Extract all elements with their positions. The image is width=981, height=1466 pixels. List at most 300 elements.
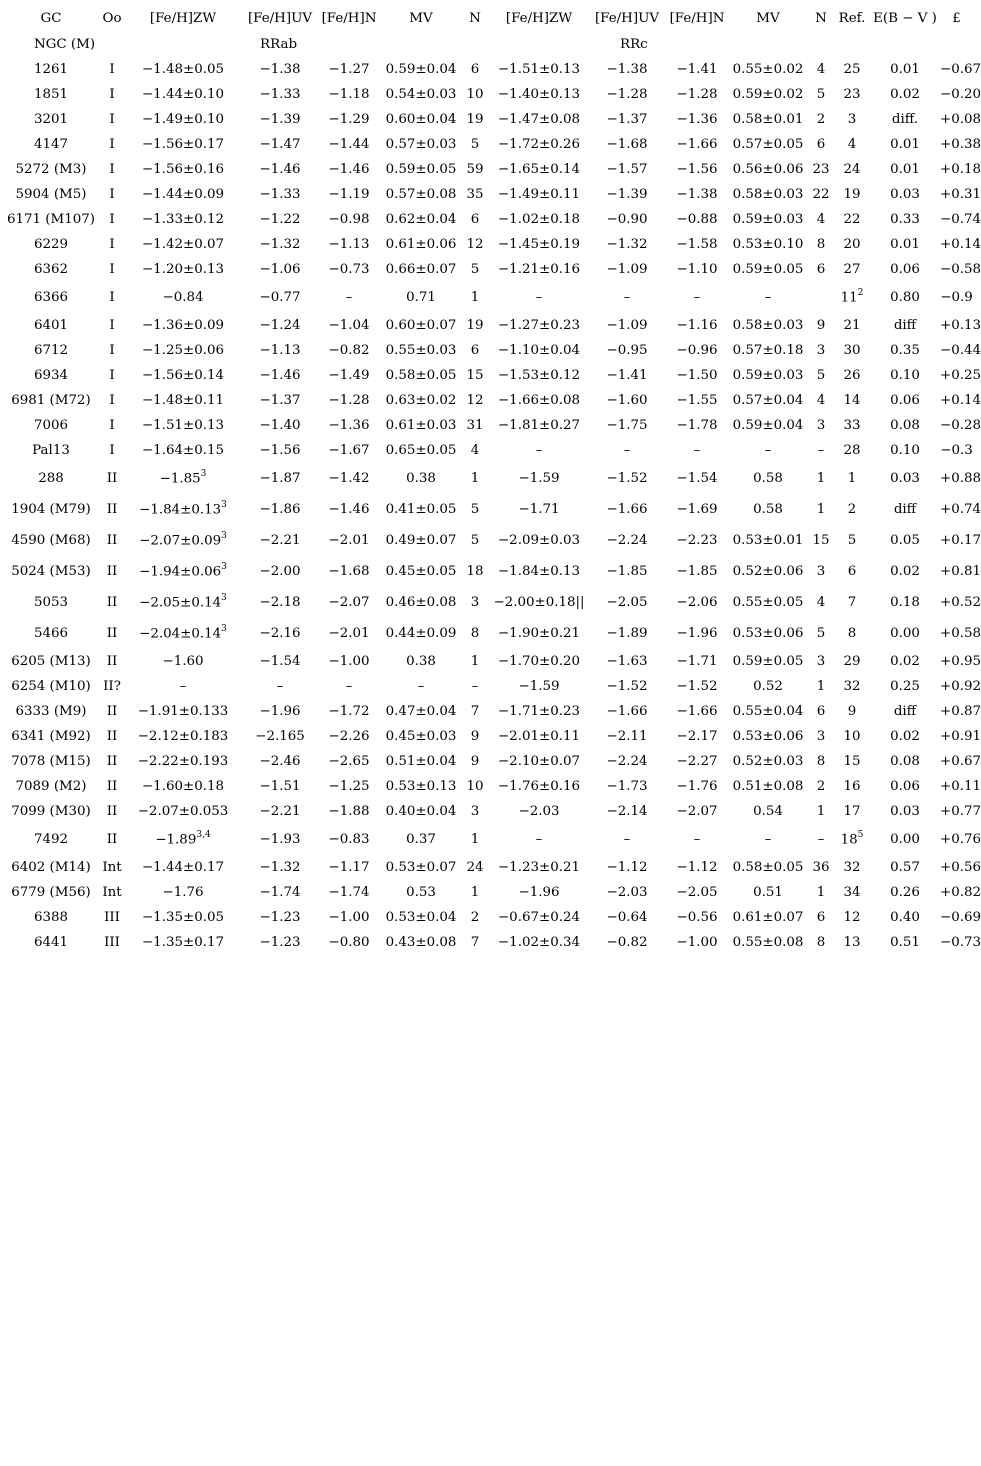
cell-rrc-n bbox=[808, 855, 834, 880]
cell-value: −1.32 bbox=[606, 237, 648, 252]
cell-rrc-feh-uv bbox=[588, 674, 666, 699]
cell-rrab-feh-zw bbox=[122, 57, 244, 82]
cell-value: 7006 bbox=[33, 418, 69, 433]
cell-rrc-n bbox=[808, 799, 834, 824]
cell-rrab-n bbox=[460, 282, 490, 313]
cell-rrab-feh-uv bbox=[244, 855, 316, 880]
cell-rrc-mv bbox=[728, 338, 808, 363]
cell-value: 35 bbox=[466, 187, 484, 202]
cell-value: −1.76 bbox=[162, 885, 204, 900]
cell-pound bbox=[940, 338, 981, 363]
table-row bbox=[0, 182, 973, 207]
cell-rrc-feh-uv bbox=[588, 799, 666, 824]
cell-rrab-feh-zw bbox=[122, 880, 244, 905]
cell-gc bbox=[0, 182, 102, 207]
cell-value: 0.58±0.03 bbox=[732, 318, 804, 333]
cell-value: 13 bbox=[843, 935, 861, 950]
cell-value: 19 bbox=[466, 112, 484, 127]
cell-pound bbox=[940, 132, 981, 157]
cell-value: −1.06 bbox=[259, 262, 301, 277]
cell-rrab-feh-zw bbox=[122, 132, 244, 157]
cell-value: −0.74 bbox=[940, 212, 981, 227]
cell-value: – bbox=[764, 290, 772, 305]
cell-value: – bbox=[345, 290, 353, 305]
cell-pound bbox=[940, 182, 981, 207]
cell-value: −1.45±0.19 bbox=[497, 237, 581, 252]
cell-value: 0.60±0.04 bbox=[385, 112, 457, 127]
cell-value: −1.36 bbox=[676, 112, 718, 127]
cell-rrab-mv bbox=[382, 157, 460, 182]
cell-value: 3 bbox=[816, 729, 826, 744]
cell-rrab-n bbox=[460, 132, 490, 157]
cell-rrab-feh-n bbox=[316, 799, 382, 824]
cell-value: −0.77 bbox=[259, 290, 301, 305]
cell-value: −1.44±0.09 bbox=[141, 187, 225, 202]
cell-value: 12 bbox=[466, 237, 484, 252]
table-row bbox=[0, 257, 973, 282]
cell-value: 0.57±0.05 bbox=[732, 137, 804, 152]
cell-value: – bbox=[471, 679, 479, 694]
cell-value: 0.59±0.03 bbox=[732, 368, 804, 383]
cell-rrc-mv bbox=[728, 674, 808, 699]
cell-value: II bbox=[106, 564, 118, 579]
table-row bbox=[0, 880, 973, 905]
cell-value: 0.01 bbox=[890, 237, 920, 252]
cell-rrab-feh-uv bbox=[244, 699, 316, 724]
cell-rrc-feh-uv bbox=[588, 82, 666, 107]
cell-value: +0.25 bbox=[940, 368, 981, 383]
cell-rrab-feh-zw bbox=[122, 388, 244, 413]
table-row bbox=[0, 107, 973, 132]
cell-value: II bbox=[106, 471, 118, 486]
cell-value: +0.81 bbox=[940, 564, 981, 579]
cell-rrc-mv bbox=[728, 57, 808, 82]
cell-value: 0.01 bbox=[890, 62, 920, 77]
cell-rrc-feh-zw bbox=[490, 413, 588, 438]
cell-value: 23 bbox=[843, 87, 861, 102]
cell-value: II? bbox=[103, 679, 121, 694]
cell-oo bbox=[102, 724, 122, 749]
cell-ebv bbox=[870, 799, 940, 824]
cell-value: 2 bbox=[816, 779, 826, 794]
cell-value: −0.90 bbox=[606, 212, 648, 227]
cell-rrc-feh-uv bbox=[588, 556, 666, 587]
cell-value: 5 bbox=[816, 368, 826, 383]
cell-value: 0.08 bbox=[890, 418, 920, 433]
cell-rrab-mv bbox=[382, 338, 460, 363]
cell-value: 0.60±0.07 bbox=[385, 318, 457, 333]
cell-rrab-feh-zw bbox=[122, 649, 244, 674]
cell-rrab-mv bbox=[382, 282, 460, 313]
cell-oo bbox=[102, 363, 122, 388]
cell-value: −2.21 bbox=[259, 804, 301, 819]
cell-value: −1.35±0.05 bbox=[141, 910, 225, 925]
cell-value: −1.13 bbox=[259, 343, 301, 358]
cell-value: −1.21±0.16 bbox=[497, 262, 581, 277]
cell-gc bbox=[0, 724, 102, 749]
cell-pound bbox=[940, 905, 981, 930]
cell-value: −1.81±0.27 bbox=[497, 418, 581, 433]
cell-value: −1.51 bbox=[259, 779, 301, 794]
cell-value: −2.04±0.14 bbox=[139, 626, 222, 642]
col-header-rrc-feh-zw: [Fe/H]ZW bbox=[505, 10, 573, 26]
cell-rrc-n bbox=[808, 207, 834, 232]
cell-rrc-feh-n bbox=[666, 257, 728, 282]
table-row bbox=[0, 157, 973, 182]
cell-rrab-feh-uv bbox=[244, 338, 316, 363]
cell-value: 8 bbox=[816, 754, 826, 769]
cell-oo bbox=[102, 313, 122, 338]
cell-value: – bbox=[693, 443, 701, 458]
cell-rrc-feh-zw bbox=[490, 525, 588, 556]
cell-value: 0.46±0.08 bbox=[385, 595, 457, 610]
cell-value: 0.62±0.04 bbox=[385, 212, 457, 227]
cell-value: +0.88 bbox=[940, 471, 981, 486]
cell-value: −1.72±0.26 bbox=[497, 137, 581, 152]
cell-rrc-feh-n bbox=[666, 556, 728, 587]
cell-value: 1 bbox=[470, 832, 480, 847]
cell-value: 0.53±0.01 bbox=[732, 533, 804, 548]
cell-rrc-feh-n bbox=[666, 232, 728, 257]
cell-rrab-feh-n bbox=[316, 649, 382, 674]
cell-rrc-mv bbox=[728, 438, 808, 463]
table-row bbox=[0, 618, 973, 649]
cell-rrab-feh-uv bbox=[244, 388, 316, 413]
cell-value: 1 bbox=[816, 804, 826, 819]
cell-value: 0.65±0.05 bbox=[385, 443, 457, 458]
cell-value: −1.59 bbox=[518, 471, 560, 486]
cell-rrc-feh-uv bbox=[588, 338, 666, 363]
cell-value: +0.52 bbox=[940, 595, 981, 610]
cell-gc bbox=[0, 107, 102, 132]
cell-value: 8 bbox=[470, 626, 480, 641]
cell-pound bbox=[940, 413, 981, 438]
cell-ebv bbox=[870, 587, 940, 618]
cell-pound bbox=[940, 618, 981, 649]
cell-rrc-feh-n bbox=[666, 363, 728, 388]
cell-value: −1.49 bbox=[328, 368, 370, 383]
cell-rrab-mv bbox=[382, 438, 460, 463]
cell-value: −1.39 bbox=[259, 112, 301, 127]
cell-value: 0.58±0.05 bbox=[732, 860, 804, 875]
cell-value: −1.85 bbox=[676, 564, 718, 579]
cell-ebv bbox=[870, 157, 940, 182]
cell-pound bbox=[940, 463, 981, 494]
cell-value: I bbox=[109, 137, 115, 152]
cell-ebv bbox=[870, 182, 940, 207]
cell-rrab-n bbox=[460, 82, 490, 107]
cell-rrc-mv bbox=[728, 207, 808, 232]
cell-value: −1.22 bbox=[259, 212, 301, 227]
cell-value: −1.52 bbox=[676, 679, 718, 694]
cell-oo bbox=[102, 799, 122, 824]
cell-rrc-n bbox=[808, 157, 834, 182]
cell-value: −1.37 bbox=[259, 393, 301, 408]
table-row bbox=[0, 674, 973, 699]
col-header-rrab-mv: MV bbox=[409, 10, 433, 26]
cell-rrab-feh-zw bbox=[122, 363, 244, 388]
cell-rrc-feh-uv bbox=[588, 132, 666, 157]
table-row bbox=[0, 855, 973, 880]
cell-rrc-n bbox=[808, 107, 834, 132]
cell-gc bbox=[0, 699, 102, 724]
cell-rrc-feh-zw bbox=[490, 799, 588, 824]
cell-value: 0.44±0.09 bbox=[385, 626, 457, 641]
cell-value: I bbox=[109, 368, 115, 383]
cell-gc bbox=[0, 282, 102, 313]
cell-value: −1.46 bbox=[328, 162, 370, 177]
cell-value: diff bbox=[893, 704, 917, 719]
cell-oo bbox=[102, 282, 122, 313]
col-header-rrc-feh-uv: [Fe/H]UV bbox=[594, 10, 660, 26]
cell-value: II bbox=[106, 654, 118, 669]
footnote-marker: 3,4 bbox=[196, 830, 211, 841]
cell-value: 3 bbox=[816, 564, 826, 579]
cell-rrc-feh-uv bbox=[588, 463, 666, 494]
cell-value: +0.56 bbox=[940, 860, 981, 875]
cell-value: −1.00 bbox=[676, 935, 718, 950]
cell-rrc-feh-zw bbox=[490, 494, 588, 525]
cell-value: −0.83 bbox=[328, 832, 370, 847]
cell-rrc-n bbox=[808, 556, 834, 587]
cell-rrc-feh-zw bbox=[490, 207, 588, 232]
cell-ebv bbox=[870, 855, 940, 880]
cell-value: −2.24 bbox=[606, 754, 648, 769]
cell-value: 6779 (M56) bbox=[11, 885, 91, 900]
cell-value: 9 bbox=[816, 318, 826, 333]
cell-value: I bbox=[109, 418, 115, 433]
cell-value: I bbox=[109, 62, 115, 77]
cell-rrab-feh-n bbox=[316, 699, 382, 724]
cell-value: – bbox=[535, 443, 543, 458]
cell-value: −1.64±0.15 bbox=[141, 443, 225, 458]
cell-rrc-feh-zw bbox=[490, 905, 588, 930]
cell-ebv bbox=[870, 724, 940, 749]
cell-rrc-mv bbox=[728, 413, 808, 438]
cell-value: +0.82 bbox=[940, 885, 981, 900]
cell-rrab-feh-zw bbox=[122, 799, 244, 824]
cell-rrc-feh-uv bbox=[588, 57, 666, 82]
cell-gc bbox=[0, 587, 102, 618]
cell-rrab-feh-n bbox=[316, 207, 382, 232]
cell-value: 0.53±0.06 bbox=[732, 626, 804, 641]
cell-value: −1.71 bbox=[518, 502, 560, 517]
cell-value: −0.67±0.24 bbox=[497, 910, 581, 925]
cell-ebv bbox=[870, 556, 940, 587]
cell-value: +0.74 bbox=[940, 502, 981, 517]
cell-value: 32 bbox=[843, 860, 861, 875]
cell-rrab-feh-n bbox=[316, 749, 382, 774]
cell-ref bbox=[834, 413, 870, 438]
subheader-ngc: NGC (M) bbox=[34, 36, 96, 52]
cell-rrab-n bbox=[460, 413, 490, 438]
cell-rrc-n bbox=[808, 57, 834, 82]
globular-cluster-table bbox=[0, 5, 981, 955]
cell-value: −1.53±0.12 bbox=[497, 368, 581, 383]
cell-value: −0.3 bbox=[940, 443, 973, 458]
cell-rrab-feh-n bbox=[316, 282, 382, 313]
cell-rrc-mv bbox=[728, 232, 808, 257]
cell-value: −1.18 bbox=[328, 87, 370, 102]
cell-ebv bbox=[870, 463, 940, 494]
cell-rrab-feh-uv bbox=[244, 207, 316, 232]
cell-oo bbox=[102, 749, 122, 774]
cell-value: −0.95 bbox=[606, 343, 648, 358]
cell-value: −1.90±0.21 bbox=[497, 626, 581, 641]
cell-value: −1.32 bbox=[259, 237, 301, 252]
footnote-marker: 3 bbox=[221, 562, 227, 573]
cell-ebv bbox=[870, 57, 940, 82]
cell-pound bbox=[940, 587, 981, 618]
cell-value: 0.26 bbox=[890, 885, 920, 900]
cell-value: 6 bbox=[470, 62, 480, 77]
cell-value: +0.08 bbox=[940, 112, 981, 127]
cell-rrc-feh-zw bbox=[490, 774, 588, 799]
cell-rrab-feh-zw bbox=[122, 855, 244, 880]
cell-value: +0.58 bbox=[940, 626, 981, 641]
cell-value: 0.01 bbox=[890, 137, 920, 152]
cell-value: 0.05 bbox=[890, 533, 920, 548]
cell-value: 0.43±0.08 bbox=[385, 935, 457, 950]
cell-value: 0.06 bbox=[890, 779, 920, 794]
cell-value: 15 bbox=[812, 533, 830, 548]
cell-value: I bbox=[109, 318, 115, 333]
cell-value: 0.55±0.08 bbox=[732, 935, 804, 950]
cell-rrc-feh-n bbox=[666, 463, 728, 494]
cell-value: 0.18 bbox=[890, 595, 920, 610]
cell-value: −1.65±0.14 bbox=[497, 162, 581, 177]
cell-value: 10 bbox=[843, 729, 861, 744]
cell-rrc-feh-zw bbox=[490, 556, 588, 587]
table-row bbox=[0, 930, 973, 955]
cell-rrc-n bbox=[808, 338, 834, 363]
cell-value: +0.18 bbox=[940, 162, 981, 177]
cell-pound bbox=[940, 388, 981, 413]
cell-value: II bbox=[106, 626, 118, 641]
cell-rrc-feh-zw bbox=[490, 463, 588, 494]
cell-value: 0.51 bbox=[890, 935, 920, 950]
cell-value: diff bbox=[893, 502, 917, 517]
cell-rrc-feh-n bbox=[666, 724, 728, 749]
cell-rrc-n bbox=[808, 313, 834, 338]
cell-value: −1.25 bbox=[328, 779, 370, 794]
cell-rrc-mv bbox=[728, 257, 808, 282]
cell-value: −0.73 bbox=[940, 935, 981, 950]
cell-pound bbox=[940, 880, 981, 905]
cell-value: 5272 (M3) bbox=[15, 162, 87, 177]
table-row bbox=[0, 57, 973, 82]
cell-gc bbox=[0, 880, 102, 905]
cell-value: 33 bbox=[843, 418, 861, 433]
cell-rrc-n bbox=[808, 132, 834, 157]
cell-value: −0.58 bbox=[940, 262, 981, 277]
cell-rrab-feh-zw bbox=[122, 232, 244, 257]
cell-value: 0.53±0.10 bbox=[732, 237, 804, 252]
cell-value: −0.64 bbox=[606, 910, 648, 925]
cell-value: −2.17 bbox=[676, 729, 718, 744]
cell-value: 0.02 bbox=[890, 564, 920, 579]
cell-ref bbox=[834, 674, 870, 699]
cell-rrab-feh-n bbox=[316, 363, 382, 388]
cell-pound bbox=[940, 556, 981, 587]
table-row bbox=[0, 313, 973, 338]
cell-rrab-n bbox=[460, 556, 490, 587]
cell-value: 0.51±0.08 bbox=[732, 779, 804, 794]
cell-gc bbox=[0, 855, 102, 880]
cell-value: – bbox=[693, 290, 701, 305]
cell-value: 0.35 bbox=[890, 343, 920, 358]
cell-value: −1.35±0.17 bbox=[141, 935, 225, 950]
cell-value: 288 bbox=[38, 471, 64, 486]
cell-rrab-feh-zw bbox=[122, 699, 244, 724]
cell-value: −1.56±0.16 bbox=[141, 162, 225, 177]
cell-rrc-mv bbox=[728, 132, 808, 157]
cell-value: 0.45±0.05 bbox=[385, 564, 457, 579]
cell-rrc-mv bbox=[728, 363, 808, 388]
cell-value: 0.47±0.04 bbox=[385, 704, 457, 719]
col-header-rrab-feh-uv: [Fe/H]UV bbox=[247, 10, 313, 26]
cell-rrc-feh-zw bbox=[490, 82, 588, 107]
cell-value: −1.27 bbox=[328, 62, 370, 77]
cell-value: 0.40±0.04 bbox=[385, 804, 457, 819]
cell-rrc-n bbox=[808, 674, 834, 699]
cell-value: −2.06 bbox=[676, 595, 718, 610]
cell-rrab-feh-zw bbox=[122, 556, 244, 587]
cell-value: – bbox=[764, 443, 772, 458]
cell-rrab-n bbox=[460, 363, 490, 388]
cell-value: II bbox=[106, 804, 118, 819]
cell-value: 15 bbox=[843, 754, 861, 769]
cell-rrc-mv bbox=[728, 855, 808, 880]
cell-ref bbox=[834, 799, 870, 824]
cell-value: 3 bbox=[816, 654, 826, 669]
cell-value: −1.42±0.07 bbox=[141, 237, 225, 252]
cell-rrc-n bbox=[808, 649, 834, 674]
cell-oo bbox=[102, 132, 122, 157]
cell-rrc-feh-uv bbox=[588, 257, 666, 282]
cell-rrc-n bbox=[808, 232, 834, 257]
cell-rrc-mv bbox=[728, 699, 808, 724]
cell-rrc-mv bbox=[728, 525, 808, 556]
cell-rrab-feh-uv bbox=[244, 749, 316, 774]
cell-rrab-mv bbox=[382, 618, 460, 649]
cell-pound bbox=[940, 232, 981, 257]
cell-ebv bbox=[870, 674, 940, 699]
cell-value: 6402 (M14) bbox=[11, 860, 91, 875]
cell-rrc-feh-uv bbox=[588, 525, 666, 556]
cell-value: 6712 bbox=[33, 343, 69, 358]
cell-value: −1.10±0.04 bbox=[497, 343, 581, 358]
cell-value: 0.58±0.01 bbox=[732, 112, 804, 127]
cell-value: −2.07 bbox=[328, 595, 370, 610]
cell-pound bbox=[940, 207, 981, 232]
cell-value: 8 bbox=[816, 237, 826, 252]
cell-rrab-feh-n bbox=[316, 313, 382, 338]
table-row bbox=[0, 388, 973, 413]
cell-value: −1.36±0.09 bbox=[141, 318, 225, 333]
cell-value: −0.80 bbox=[328, 935, 370, 950]
cell-oo bbox=[102, 207, 122, 232]
cell-rrc-mv bbox=[728, 749, 808, 774]
cell-rrc-n bbox=[808, 618, 834, 649]
cell-oo bbox=[102, 182, 122, 207]
cell-ebv bbox=[870, 699, 940, 724]
cell-value: −1.38 bbox=[676, 187, 718, 202]
footnote-marker: 2 bbox=[857, 288, 864, 299]
cell-rrab-feh-uv bbox=[244, 182, 316, 207]
cell-rrab-mv bbox=[382, 107, 460, 132]
cell-value: 14 bbox=[843, 393, 861, 408]
